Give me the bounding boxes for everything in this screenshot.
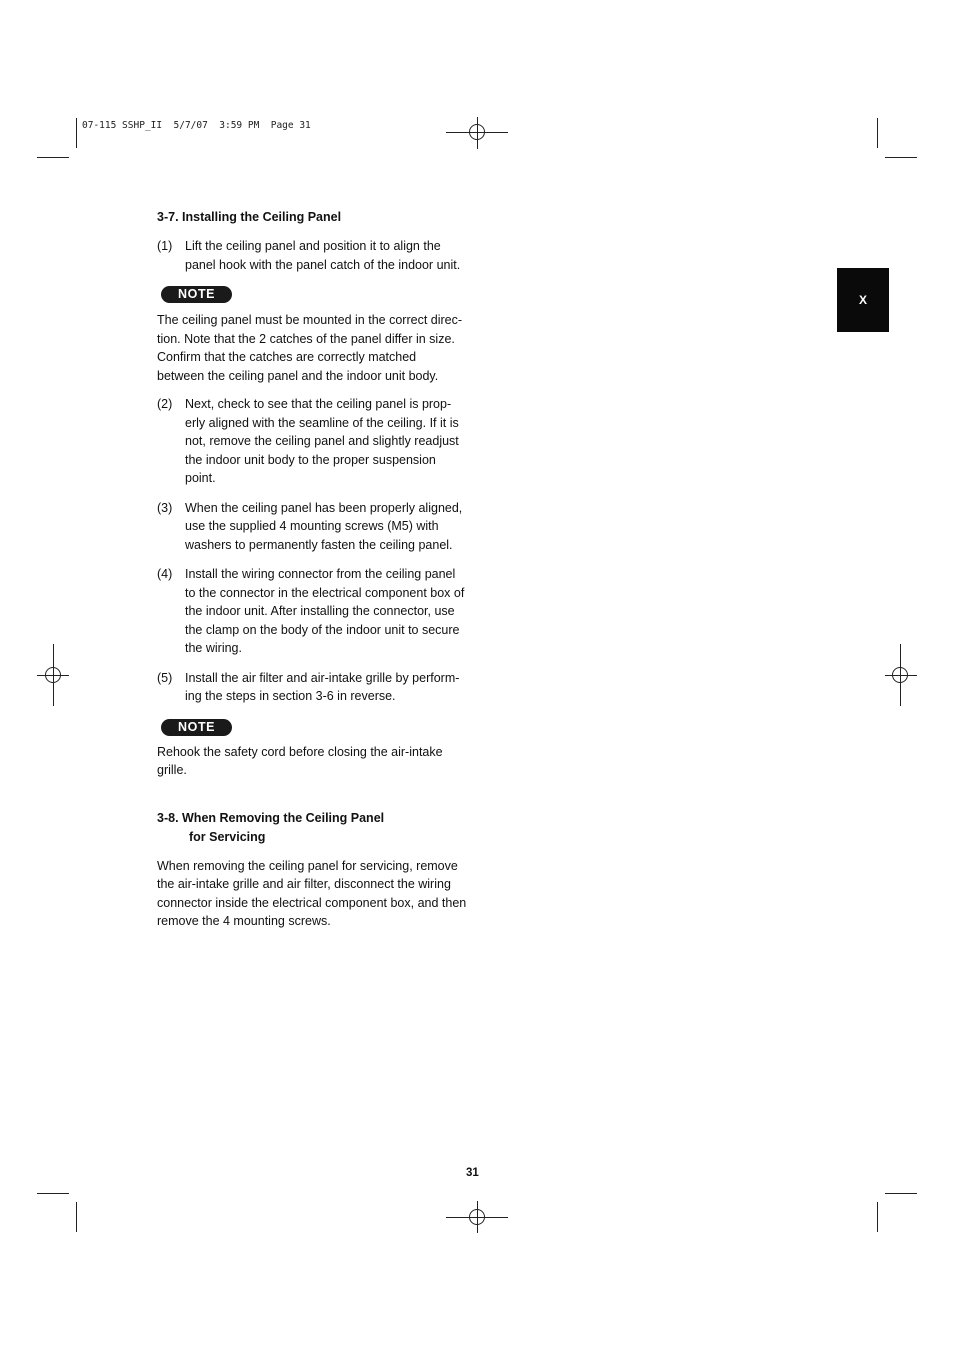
step-number: (4) bbox=[157, 567, 173, 581]
note-line: tion. Note that the 2 catches of the panel differ in size. bbox=[157, 331, 455, 346]
step-line: When the ceiling panel has been properly aligned, bbox=[185, 500, 463, 515]
step-line: Lift the ceiling panel and position it to align the bbox=[185, 239, 441, 253]
body-line: connector inside the electrical component box, and then bbox=[157, 895, 467, 910]
section-3-8-body bbox=[157, 857, 487, 931]
page-number: 31 bbox=[466, 1167, 479, 1179]
section-tab bbox=[837, 268, 889, 332]
crop-mark-bottom-right-v bbox=[877, 1202, 878, 1232]
step-2 bbox=[157, 395, 487, 488]
note-badge-wrapper bbox=[157, 718, 487, 736]
crop-mark-top-left-h bbox=[37, 157, 69, 158]
step-line: point. bbox=[185, 471, 216, 485]
body-line: the air-intake grille and air filter, disconnect the wiring bbox=[157, 877, 451, 891]
step-line: panel hook with the panel catch of the indoor unit. bbox=[185, 257, 461, 272]
main-content bbox=[157, 208, 487, 931]
step-number: (1) bbox=[157, 239, 173, 253]
step-line: the wiring. bbox=[185, 641, 242, 655]
step-line: to the connector in the electrical component box of bbox=[185, 585, 465, 600]
crop-mark-bottom-left-h bbox=[37, 1193, 69, 1194]
note-line: grille. bbox=[157, 763, 187, 777]
step-line: the indoor unit body to the proper suspension bbox=[185, 452, 436, 467]
step-number: (5) bbox=[157, 670, 173, 685]
crop-mark-top-right-h bbox=[885, 157, 917, 158]
step-line: washers to permanently fasten the ceiling panel. bbox=[185, 537, 453, 552]
step-line: Install the air filter and air-intake grille by perform- bbox=[185, 670, 460, 685]
section-tab-label: X bbox=[858, 293, 867, 307]
crop-mark-top-left-v bbox=[76, 118, 77, 148]
body-line: remove the 4 mounting screws. bbox=[157, 914, 331, 928]
step-3 bbox=[157, 499, 487, 555]
step-1 bbox=[157, 237, 487, 274]
note-line: Rehook the safety cord before closing the air-intake bbox=[157, 744, 443, 759]
step-5 bbox=[157, 669, 487, 706]
step-line: erly aligned with the seamline of the ceiling. If it is bbox=[185, 415, 459, 430]
step-line: the clamp on the body of the indoor unit to secure bbox=[185, 622, 460, 637]
note-text bbox=[157, 311, 487, 385]
crop-mark-bottom-right-h bbox=[885, 1193, 917, 1194]
step-line: Next, check to see that the ceiling panel is prop- bbox=[185, 397, 452, 411]
step-line: use the supplied 4 mounting screws (M5) with bbox=[185, 519, 439, 533]
step-4 bbox=[157, 565, 487, 658]
note-line: The ceiling panel must be mounted in the correct direc- bbox=[157, 313, 463, 327]
note-line: between the ceiling panel and the indoor unit body. bbox=[157, 368, 439, 383]
step-line: ing the steps in section 3-6 in reverse. bbox=[185, 689, 396, 703]
section-heading-3-8 bbox=[157, 809, 487, 847]
step-line: not, remove the ceiling panel and slightly readjust bbox=[185, 434, 459, 448]
step-line: the indoor unit. After installing the connector, use bbox=[185, 604, 455, 618]
note-line: Confirm that the catches are correctly matched bbox=[157, 350, 417, 364]
note-badge: NOTE bbox=[161, 286, 232, 303]
note-badge-wrapper bbox=[157, 285, 487, 303]
body-line: When removing the ceiling panel for servicing, remove bbox=[157, 858, 458, 873]
step-number: (2) bbox=[157, 397, 173, 411]
print-slug: 07-115 SSHP_II 5/7/07 3:59 PM Page 31 bbox=[82, 120, 311, 131]
note-badge: NOTE bbox=[161, 719, 232, 736]
step-line: Install the wiring connector from the ceiling panel bbox=[185, 567, 456, 581]
heading-line: for Servicing bbox=[189, 829, 266, 844]
crop-mark-bottom-left-v bbox=[76, 1202, 77, 1232]
crop-mark-top-right-v bbox=[877, 118, 878, 148]
note-text bbox=[157, 743, 487, 780]
heading-line: 3-8. When Removing the Ceiling Panel bbox=[157, 810, 385, 825]
section-heading-3-7: 3-7. Installing the Ceiling Panel bbox=[157, 210, 342, 224]
step-number: (3) bbox=[157, 500, 173, 515]
